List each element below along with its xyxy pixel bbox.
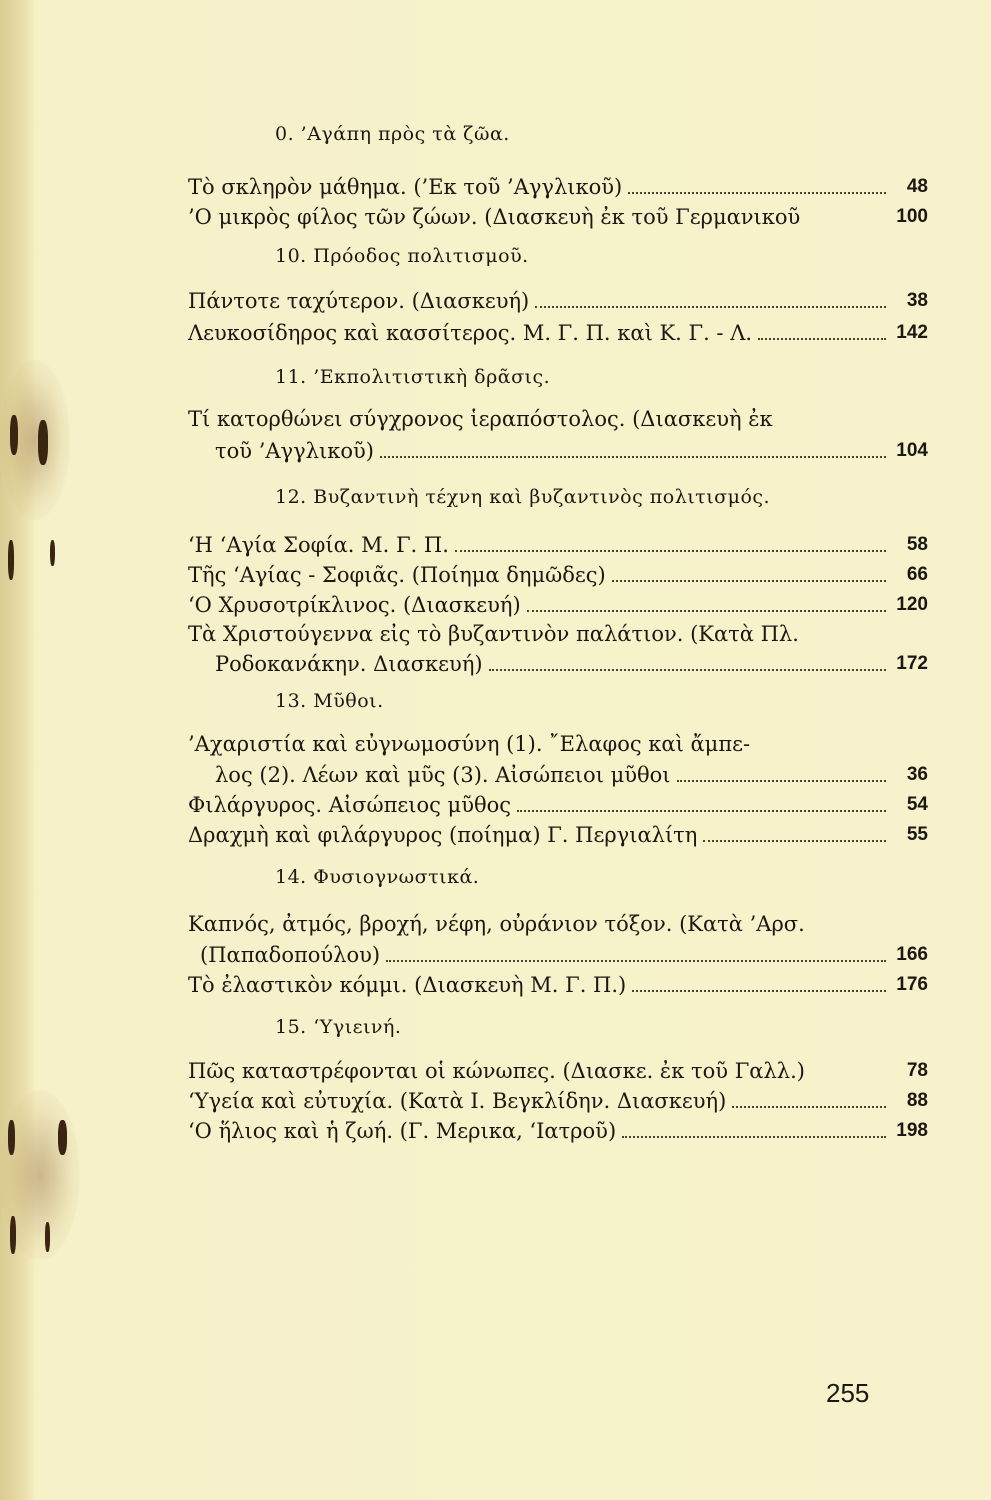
entry-title: Τὸ σκληρὸν μάθημα. (’Εκ τοῦ ’Αγγλικοῦ) [188,175,623,199]
entry-title: ‘Υγεία καὶ εὐτυχία. (Κατὰ Ι. Βεγκλίδην. Διασκευή) [188,1089,727,1113]
dot-leader [628,191,886,194]
toc-entry [188,968,928,998]
toc-entry [188,284,928,314]
dot-leader [535,305,886,308]
entry-page: 142 [896,322,928,343]
binding-mark [38,420,48,465]
entry-title: Καπνός, ἀτμός, βροχή, νέφη, οὐράνιον τόξον. (Κατὰ ’Αρσ. [188,912,805,936]
dot-leader [380,455,886,458]
entry-title: Δραχμὴ καὶ φιλάργυρος (ποίημα) Γ. Περγιαλίτη [188,823,698,847]
entry-page: 198 [896,1120,928,1141]
dot-leader [622,1135,886,1138]
toc-entry [200,938,928,968]
toc-entry [188,588,928,618]
entry-page: 66 [906,564,928,585]
entry-title: ’Αχαριστία καὶ εὐγνωμοσύνη (1). ῎Ελαφος καὶ ἄμπε- [188,732,751,756]
binding-mark [10,1216,16,1254]
binding-mark [45,1222,50,1252]
binding-mark [10,415,18,455]
toc-entry [188,1114,928,1144]
section-heading: 13. Μῦθοι. [275,690,384,712]
binding-mark [58,1120,67,1155]
dot-leader [758,337,886,340]
entry-page: 48 [906,176,928,197]
entry-page: 58 [906,534,928,555]
dot-leader [527,609,886,612]
entry-title: ‘Ο Χρυσοτρίκλινος. (Διασκευή) [188,593,521,617]
entry-page: 38 [906,290,928,311]
entry-title: Πῶς καταστρέφονται οἱ κώνωπες. (Διασκε. ἐκ τοῦ Γαλλ.) [188,1059,805,1083]
section-heading: 10. Πρόοδος πολιτισμοῦ. [275,245,529,267]
toc-entry [188,1054,928,1084]
entry-page: 120 [896,594,928,615]
dot-leader [455,549,886,552]
entry-title-cont: (Παπαδοπούλου) [200,943,381,967]
section-heading: 15. ‘Υγιεινή. [275,1016,402,1038]
entry-title: Λευκοσίδηρος καὶ κασσίτερος. Μ. Γ. Π. καὶ Κ. Γ. - Λ. [188,321,753,345]
binding-edge [0,0,36,1500]
entry-title: Τὸ ἐλαστικὸν κόμμι. (Διασκευὴ Μ. Γ. Π.) [188,973,627,997]
toc-entry [188,200,928,230]
dot-leader [517,809,886,812]
dot-leader [386,959,886,962]
toc-entry [188,528,928,558]
entry-page: 166 [896,944,928,965]
toc-entry [188,1084,928,1114]
section-heading: 11. ’Εκπολιτιστικὴ δρᾶσις. [275,366,551,388]
entry-title: Πάντοτε ταχύτερον. (Διασκευή) [188,289,530,313]
toc-entry [188,316,928,346]
entry-title: Τῆς ‘Αγίας - Σοφιᾶς. (Ποίημα δημῶδες) [188,563,606,587]
section-heading: 14. Φυσιογνωστικά. [275,866,480,888]
entry-page: 176 [896,974,928,995]
toc-entry [188,818,928,848]
toc-entry [215,758,928,788]
entry-page: 54 [906,794,928,815]
dot-leader [703,839,886,842]
entry-title: ‘Η ‘Αγία Σοφία. Μ. Γ. Π. [188,533,449,557]
toc-entry [215,434,928,464]
section-heading: 0. ’Αγάπη πρὸς τὰ ζῶα. [275,123,510,145]
binding-mark [50,540,55,566]
entry-page: 55 [906,824,928,845]
toc-entry [188,788,928,818]
toc-entry [188,558,928,588]
entry-page: 88 [906,1090,928,1111]
entry-title: ‘Ο ἥλιος καὶ ἡ ζωή. (Γ. Μερικα, ‘Ιατροῦ) [188,1119,617,1143]
binding-mark [8,1120,15,1155]
section-heading: 12. Βυζαντινὴ τέχνη καὶ βυζαντινὸς πολιτισμός. [275,486,771,508]
toc-entry [215,647,928,677]
dot-leader [632,989,886,992]
entry-page: 100 [896,206,928,227]
binding-mark [8,540,14,580]
entry-title: Φιλάργυρος. Αἰσώπειος μῦθος [188,793,512,817]
entry-title-cont: τοῦ ’Αγγλικοῦ) [215,439,374,463]
entry-title: Τί κατορθώνει σύγχρονος ἱεραπόστολος. (Διασκευὴ ἐκ [188,407,773,431]
dot-leader [489,668,886,671]
entry-title: Τὰ Χριστούγεννα εἰς τὸ βυζαντινὸν παλάτιον. (Κατὰ Πλ. [188,622,799,646]
dot-leader [677,779,886,782]
entry-page: 78 [906,1060,928,1081]
dot-leader [612,579,886,582]
page-number: 255 [826,1378,870,1408]
entry-page: 104 [896,440,928,461]
entry-page: 172 [896,653,928,674]
entry-title: ’Ο μικρὸς φίλος τῶν ζώων. (Διασκευὴ ἐκ τοῦ Γερμανικοῦ [188,205,801,229]
toc-entry [188,170,928,200]
dot-leader [732,1105,886,1108]
entry-title-cont: Ροδοκανάκην. Διασκευή) [215,652,483,676]
entry-page: 36 [906,764,928,785]
entry-title-cont: λος (2). Λέων καὶ μῦς (3). Αἰσώπειοι μῦθοι [215,763,671,787]
